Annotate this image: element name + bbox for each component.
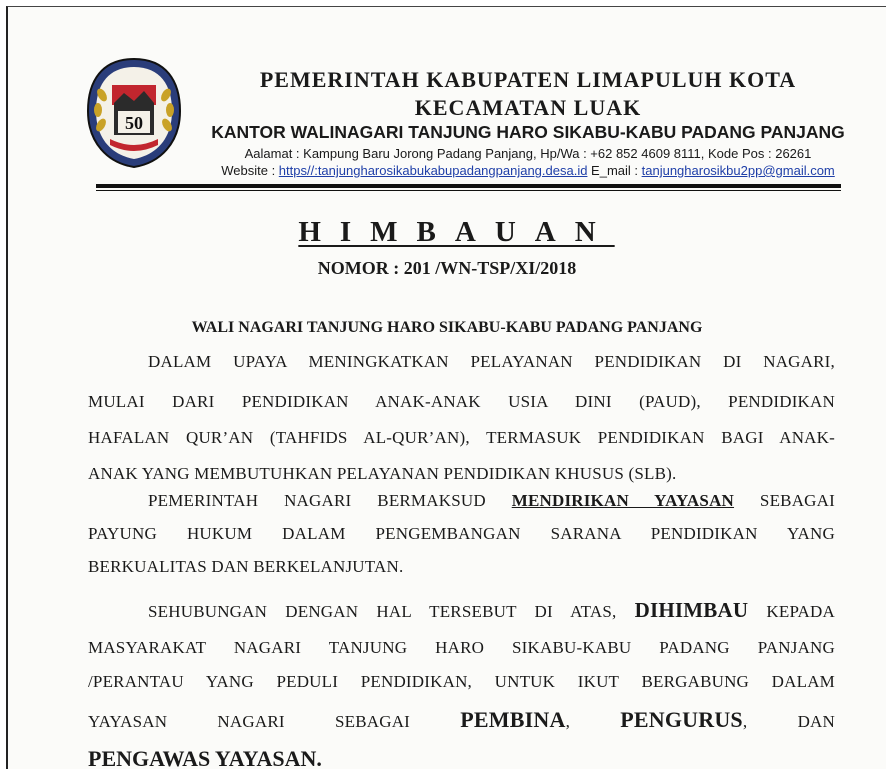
email-label: E_mail : [587,163,642,178]
header-rule-thick [96,184,841,188]
paragraph-3-line-4: YAYASAN NAGARI SEBAGAI PEMBINA, PENGURUS, DAN [88,707,835,732]
paragraph-3-line-3: /PERANTAU YANG PEDULI PENDIDIKAN, UNTUK IKUT BERGABUNG DALAM [88,672,835,691]
header-contacts [188,163,868,178]
paragraph-1-line-4: ANAK YANG MEMBUTUHKAN PELAYANAN PENDIDIKAN KHUSUS (SLB). [88,464,677,483]
document-title: HIMBAUAN [298,216,615,248]
header-address: Aalamat : Kampung Baru Jorong Padang Panjang, Hp/Wa : +62 852 4609 8111, Kode Pos : 26261 [244,146,812,161]
paragraph-1-line-1: DALAM UPAYA MENINGKATKAN PELAYANAN PENDIDIKAN DI NAGARI, [148,352,835,371]
document-number: NOMOR : 201 /WN-TSP/XI/2018 [317,258,577,278]
paragraph-1-line-3: HAFALAN QUR’AN (TAHFIDS AL-QUR’AN), TERMASUK PENDIDIKAN BAGI ANAK- [88,428,835,447]
paragraph-3-line-1: SEHUBUNGAN DENGAN HAL TERSEBUT DI ATAS, DIHIMBAU KEPADA [148,598,835,622]
website-label: Website : [221,163,279,178]
paragraph-2-line-1: PEMERINTAH NAGARI BERMAKSUD MENDIRIKAN YAYASAN SEBAGAI [148,491,835,510]
emphasis-pengurus: PENGURUS [620,707,743,732]
emphasis-appeal: DIHIMBAU [634,598,749,622]
regency-emblem-logo [84,55,184,171]
emphasis-establish-foundation: MENDIRIKAN YAYASAN [511,491,735,510]
paragraph-1-line-2: MULAI DARI PENDIDIKAN ANAK-ANAK USIA DINI (PAUD), PENDIDIKAN [88,392,835,411]
addressee: WALI NAGARI TANJUNG HARO SIKABU-KABU PADANG PANJANG [191,319,703,336]
header-office: KANTOR WALINAGARI TANJUNG HARO SIKABU-KABU PADANG PANJANG [211,122,845,142]
svg-text:50: 50 [125,113,143,133]
document-page [6,6,886,769]
paragraph-2-line-2: PAYUNG HUKUM DALAM PENGEMBANGAN SARANA PENDIDIKAN YANG [88,524,835,543]
emphasis-pembina: PEMBINA [460,707,566,732]
email-link[interactable]: tanjungharosikbu2pp@gmail.com [641,163,835,178]
header-rule-thin [96,190,841,191]
paragraph-2-line-3: BERKUALITAS DAN BERKELANJUTAN. [88,557,404,576]
header-government: PEMERINTAH KABUPATEN LIMAPULUH KOTA [259,67,797,92]
website-link[interactable]: https//:tanjungharosikabukabupadangpanjang.desa.id [278,163,588,178]
emphasis-pengawas: PENGAWAS YAYASAN. [88,746,322,769]
paragraph-3-line-2: MASYARAKAT NAGARI TANJUNG HARO SIKABU-KABU PADANG PANJANG [88,638,835,657]
header-district: KECAMATAN LUAK [414,95,642,120]
